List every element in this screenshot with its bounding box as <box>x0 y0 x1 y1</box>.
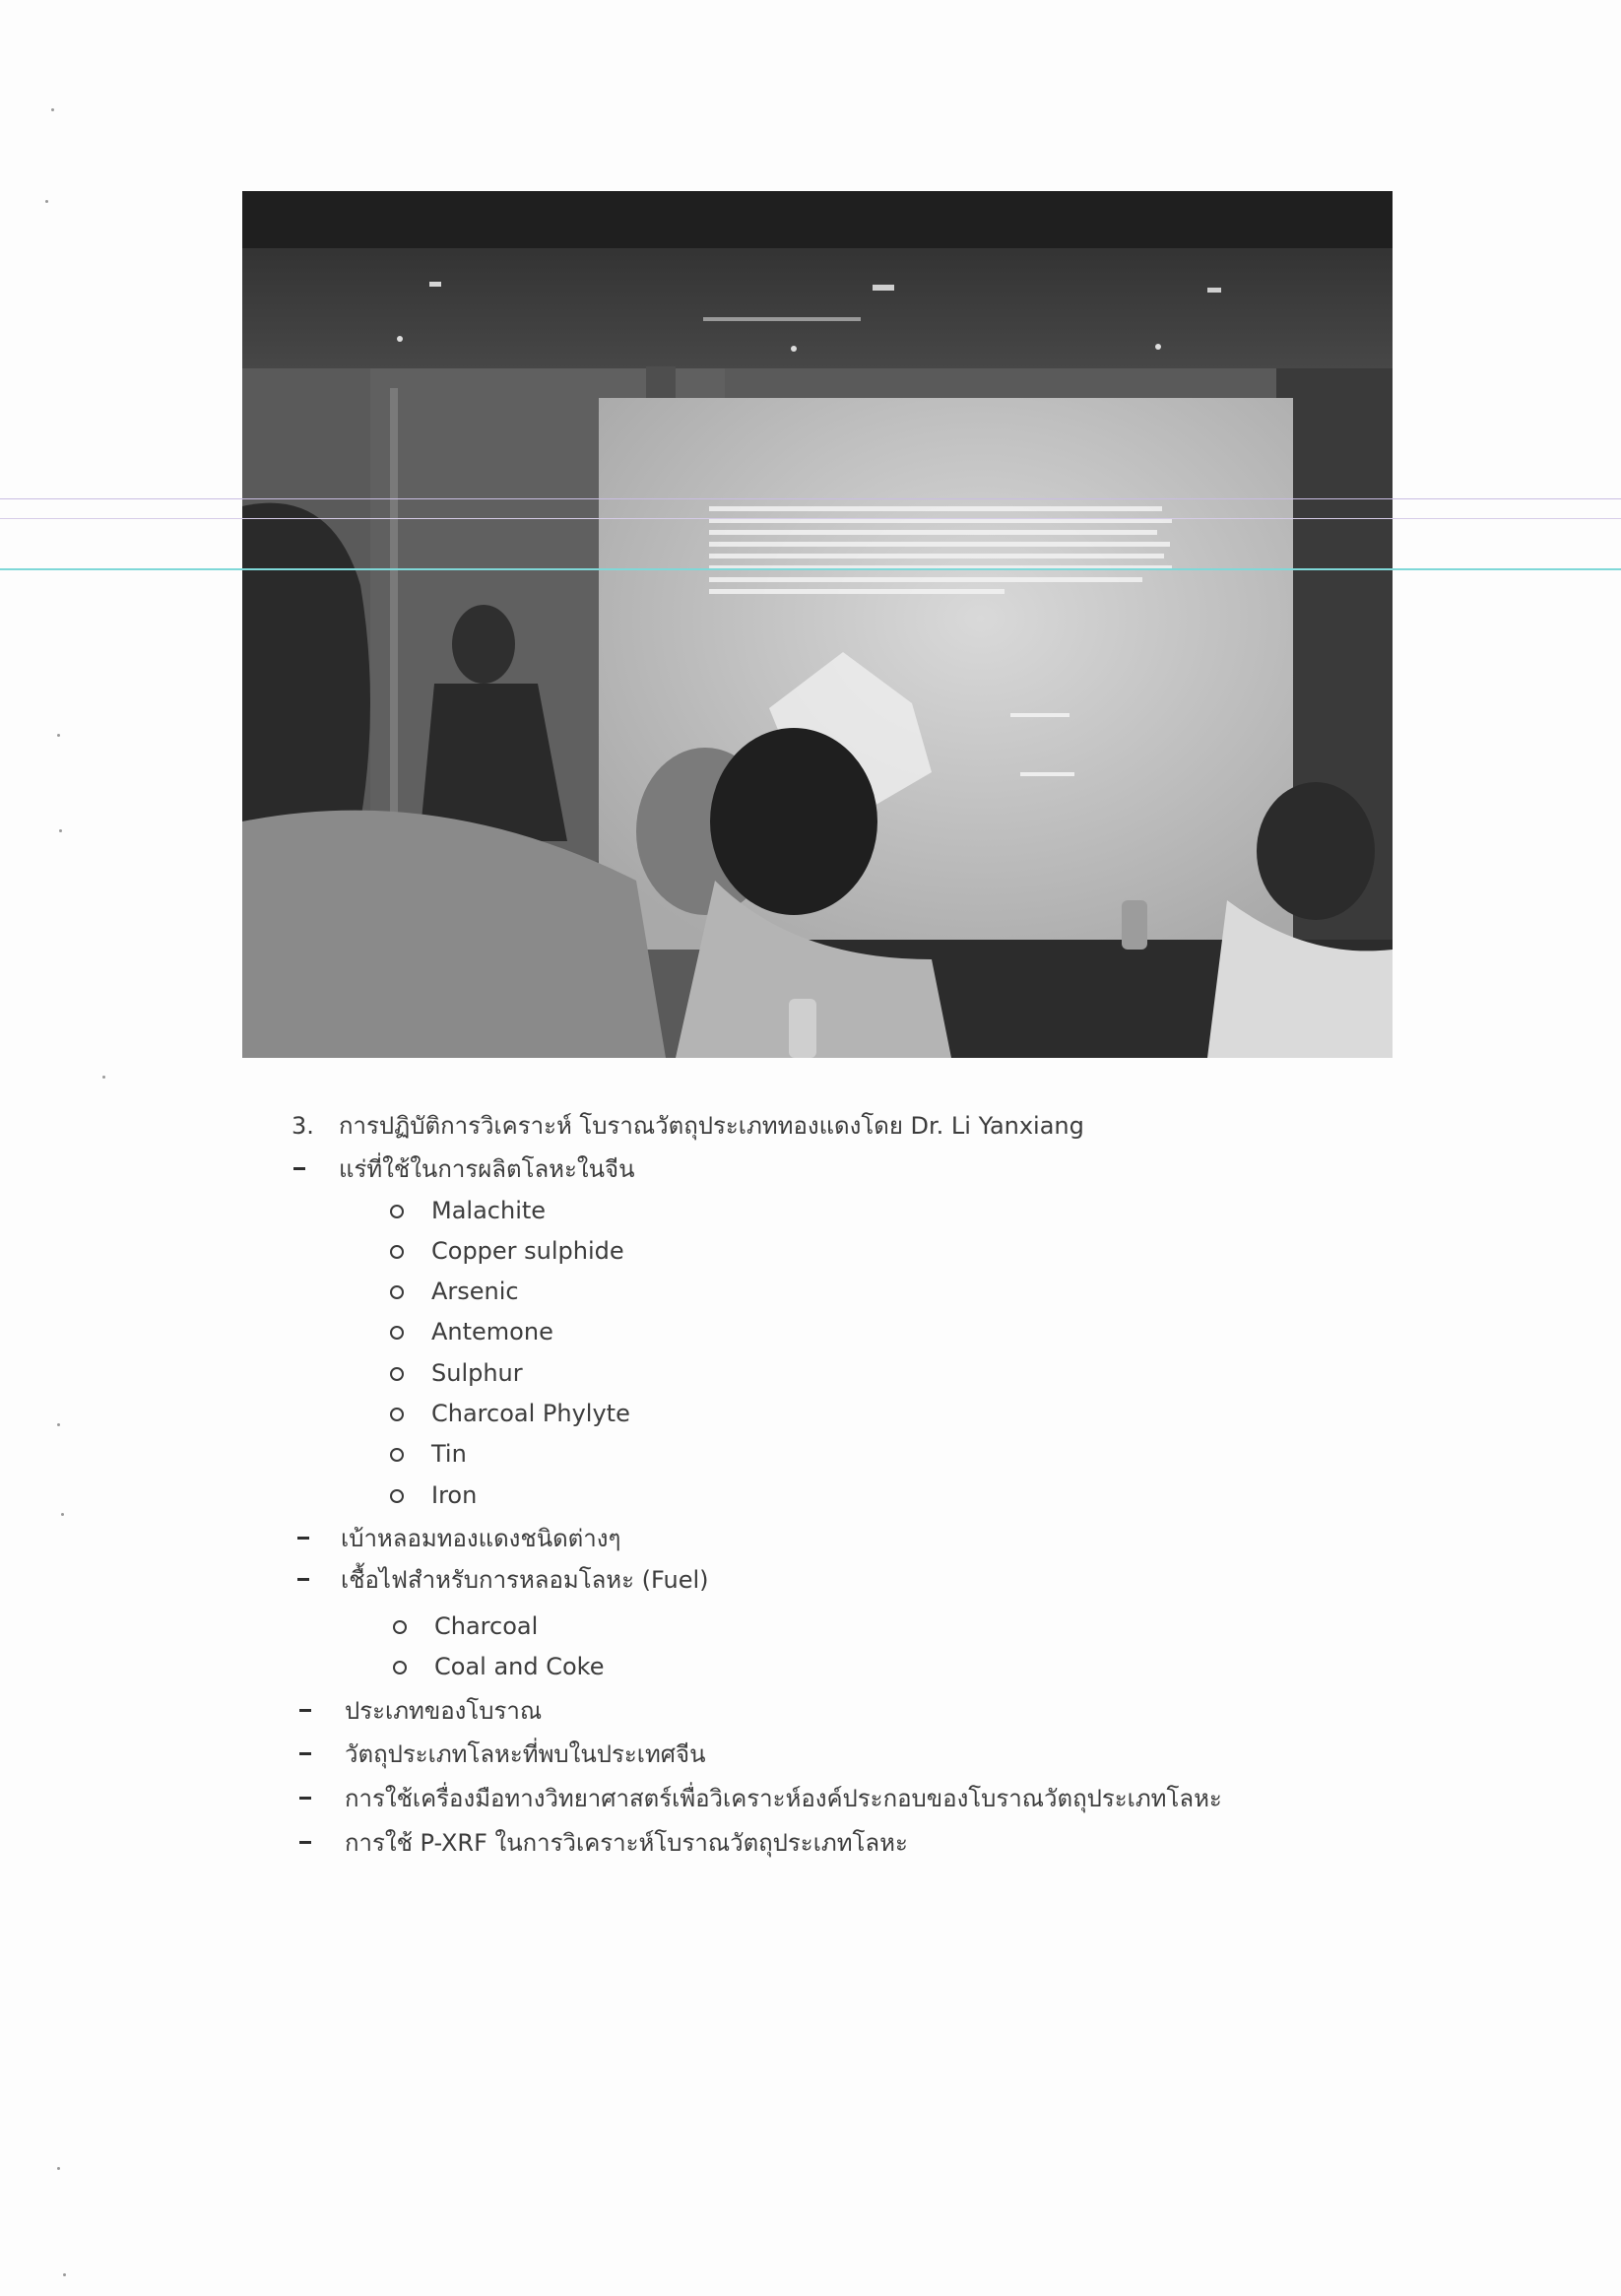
scan-line-artifact <box>0 518 1621 519</box>
fuel-heading: เชื้อไฟสำหรับการหลอมโลหะ (Fuel) <box>341 1566 709 1594</box>
bullet-circle <box>393 1661 407 1674</box>
scan-speck <box>63 2273 66 2276</box>
bullet-circle <box>390 1489 404 1503</box>
scan-speck <box>57 734 60 737</box>
scan-speck <box>59 829 62 832</box>
molds-heading: เบ้าหลอมทองแดงชนิดต่างๆ <box>341 1525 621 1552</box>
bullet-circle <box>390 1245 404 1259</box>
scan-speck <box>51 108 54 111</box>
bullet-circle <box>390 1326 404 1340</box>
bullet-dash <box>297 1578 309 1581</box>
bullet-circle <box>390 1285 404 1299</box>
bullet-item: การใช้ P-XRF ในการวิเคราะห์โบราณวัตถุประเภทโลหะ <box>345 1829 908 1857</box>
scan-speck <box>61 1513 64 1516</box>
bullet-dash <box>297 1537 309 1540</box>
bullet-dash <box>299 1709 311 1712</box>
bullet-item: วัตถุประเภทโลหะที่พบในประเทศจีน <box>345 1740 706 1768</box>
bullet-item: ประเภทของโบราณ <box>345 1697 543 1725</box>
fuel-item: Charcoal <box>434 1612 539 1640</box>
ore-item: Antemone <box>431 1318 553 1345</box>
bullet-circle <box>390 1448 404 1462</box>
bullet-dash <box>299 1797 311 1800</box>
bullet-item: การใช้เครื่องมือทางวิทยาศาสตร์เพื่อวิเคราะห์องค์ประกอบของโบราณวัตถุประเภทโลหะ <box>345 1785 1222 1812</box>
ores-heading: แร่ที่ใช้ในการผลิตโลหะในจีน <box>339 1155 635 1183</box>
scan-speck <box>102 1076 105 1079</box>
scan-speck <box>57 2167 60 2170</box>
bullet-circle <box>390 1205 404 1218</box>
ore-item: Charcoal Phylyte <box>431 1400 630 1427</box>
ore-item: Tin <box>431 1440 467 1468</box>
ore-item: Malachite <box>431 1197 547 1224</box>
ore-item: Iron <box>431 1481 478 1509</box>
bullet-dash <box>299 1841 311 1844</box>
bullet-circle <box>390 1367 404 1381</box>
section-number: 3. <box>292 1112 314 1140</box>
section-title: การปฏิบัติการวิเคราะห์ โบราณวัตถุประเภททองแดงโดย Dr. Li Yanxiang <box>339 1112 1084 1140</box>
fuel-item: Coal and Coke <box>434 1653 605 1680</box>
scan-line-artifact <box>0 568 1621 570</box>
bullet-circle <box>393 1620 407 1634</box>
scan-speck <box>57 1423 60 1426</box>
ore-item: Copper sulphide <box>431 1237 624 1265</box>
ore-item: Sulphur <box>431 1359 523 1387</box>
bullet-dash <box>293 1167 305 1170</box>
lecture-photo <box>242 191 1393 1058</box>
bullet-dash <box>299 1752 311 1755</box>
ore-item: Arsenic <box>431 1278 519 1305</box>
scan-speck <box>45 200 48 203</box>
bullet-circle <box>390 1408 404 1421</box>
scan-line-artifact <box>0 498 1621 499</box>
